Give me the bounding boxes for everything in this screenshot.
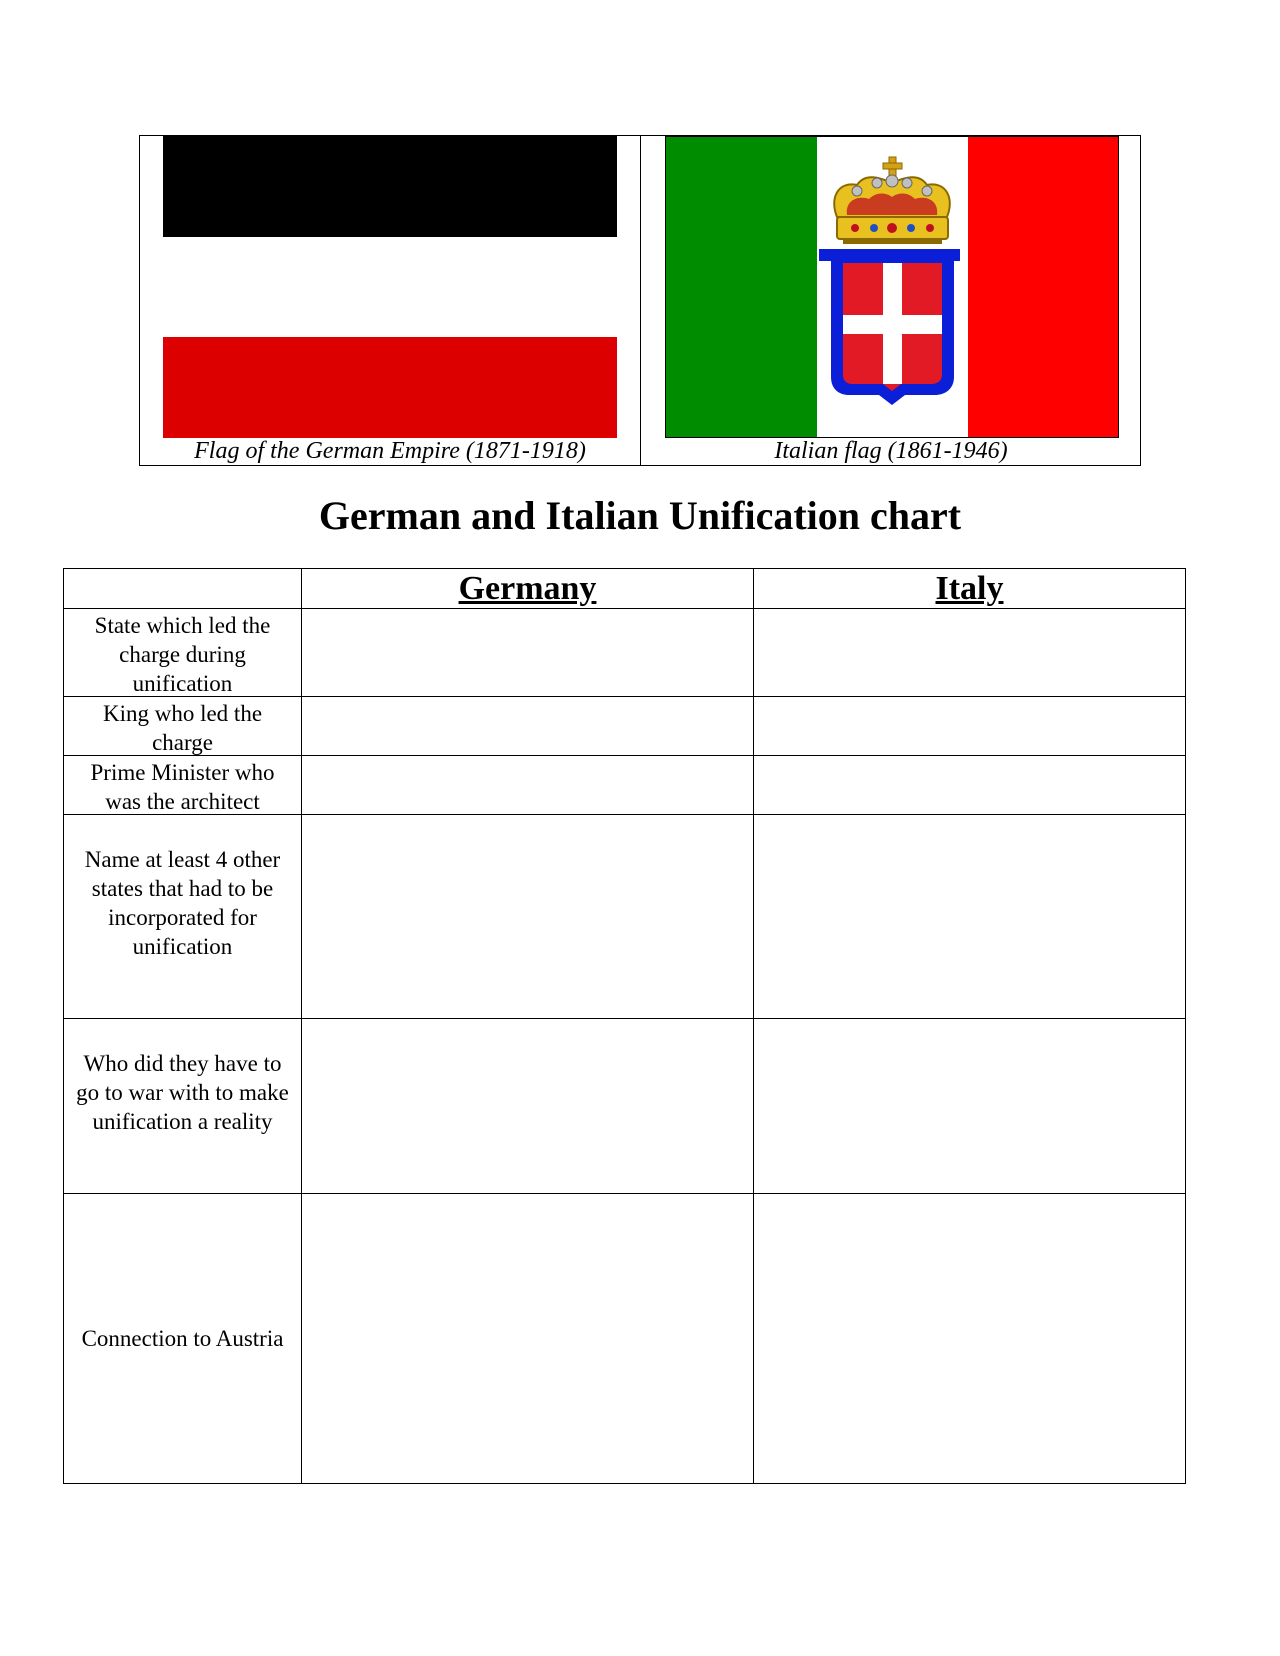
table-row — [64, 756, 1185, 815]
flag-stripe-white — [163, 237, 617, 337]
german-empire-flag — [163, 136, 617, 438]
table-row — [64, 697, 1185, 756]
germany-answer-cell[interactable] — [302, 756, 754, 814]
germany-answer-cell[interactable] — [302, 815, 754, 1018]
germany-answer-cell[interactable] — [302, 1194, 754, 1483]
italy-answer-cell[interactable] — [754, 697, 1185, 755]
row-label: State which led the charge during unification — [64, 609, 302, 696]
row-label: Name at least 4 other states that had to be incorporated for unification — [64, 815, 302, 1018]
italian-flag-caption: Italian flag (1861-1946) — [774, 438, 1008, 464]
table-header-row — [64, 569, 1185, 609]
german-flag-caption: Flag of the German Empire (1871-1918) — [194, 438, 586, 464]
row-label: Prime Minister who was the architect — [64, 756, 302, 814]
italian-flag — [665, 136, 1119, 438]
flag-stripe-black — [163, 136, 617, 237]
savoy-crown-and-shield-icon — [817, 137, 968, 437]
row-label: Who did they have to go to war with to make unification a reality — [64, 1019, 302, 1193]
page-title: German and Italian Unification chart — [318, 493, 962, 538]
german-flag-cell — [140, 136, 641, 465]
unification-chart-table — [63, 568, 1186, 1484]
row-label: King who led the charge — [64, 697, 302, 755]
table-row — [64, 1019, 1185, 1194]
table-row — [64, 1194, 1185, 1483]
germany-answer-cell[interactable] — [302, 609, 754, 696]
column-header-italy: Italy — [935, 570, 1004, 607]
column-header-germany: Germany — [302, 569, 754, 608]
header-blank-cell — [64, 569, 302, 608]
italy-answer-cell[interactable] — [754, 756, 1185, 814]
italy-answer-cell[interactable] — [754, 609, 1185, 696]
flag-band-green — [666, 137, 817, 437]
italy-answer-cell[interactable] — [754, 1194, 1185, 1483]
flags-table — [139, 135, 1141, 466]
germany-answer-cell[interactable] — [302, 1019, 754, 1193]
flag-stripe-red — [163, 337, 617, 438]
crown-icon — [834, 157, 950, 244]
table-row — [64, 815, 1185, 1019]
italy-answer-cell[interactable] — [754, 815, 1185, 1018]
italian-flag-cell — [641, 136, 1141, 465]
row-label: Connection to Austria — [64, 1194, 302, 1483]
italy-answer-cell[interactable] — [754, 1019, 1185, 1193]
flag-band-red — [968, 137, 1118, 437]
germany-answer-cell[interactable] — [302, 697, 754, 755]
savoy-shield-icon — [819, 249, 960, 405]
table-row — [64, 609, 1185, 697]
